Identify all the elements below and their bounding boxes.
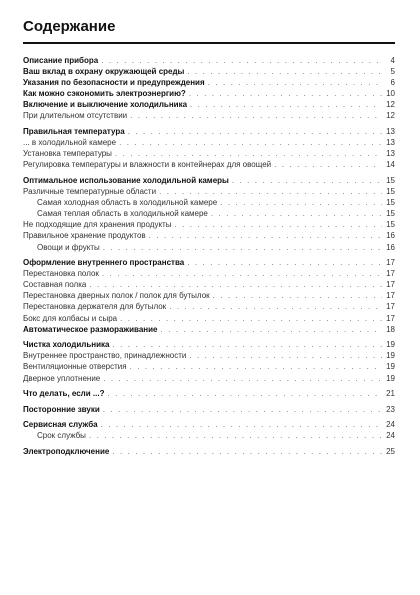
toc-page-number: 23	[386, 404, 395, 414]
toc-entry-label: Электроподключение	[23, 447, 110, 456]
toc-entry-label: Самая холодная область в холодильной камере	[37, 198, 218, 208]
toc-leader-dots	[274, 159, 382, 170]
toc-leader-dots	[169, 301, 382, 312]
toc-page-number: 6	[390, 78, 395, 88]
toc-page-number: 15	[386, 209, 395, 219]
toc-page-number: 10	[386, 89, 395, 99]
toc-entry[interactable]	[23, 446, 395, 457]
toc-leader-dots	[112, 446, 382, 457]
toc-entry-label: Составная полка	[23, 280, 87, 290]
toc-entry[interactable]	[23, 197, 395, 208]
toc-entry-label: Автоматическое размораживание	[23, 324, 158, 334]
toc-entry-label: Овощи и фрукты	[37, 242, 100, 252]
toc-page-number: 17	[386, 291, 395, 301]
toc-entry[interactable]	[23, 373, 395, 384]
toc-entry-label: Ваш вклад в охрану окружающей среды	[23, 67, 185, 77]
toc-page-number: 25	[386, 447, 395, 456]
title-divider	[23, 42, 395, 44]
toc-entry-label: Перестановка дверных полок / полок для бутылок	[23, 291, 210, 301]
toc-leader-dots	[208, 77, 382, 88]
toc-entry-label: Не подходящие для хранения продукты	[23, 220, 172, 230]
toc-leader-dots	[89, 279, 382, 290]
toc-page-number: 17	[386, 302, 395, 312]
toc-entry[interactable]	[23, 242, 395, 253]
toc-entry-label: Правильное хранение продуктов	[23, 231, 146, 241]
toc-entry[interactable]	[23, 361, 395, 372]
toc-entry[interactable]	[23, 313, 395, 324]
toc-leader-dots	[89, 430, 382, 441]
toc-leader-dots	[107, 388, 382, 399]
toc-entry[interactable]	[23, 88, 395, 99]
toc-page-number: 13	[386, 138, 395, 148]
toc-entry[interactable]	[23, 208, 395, 219]
toc-leader-dots	[190, 99, 382, 110]
toc-page-number: 19	[386, 351, 395, 361]
toc-entry-label: Бокс для колбасы и сыра	[23, 313, 118, 323]
toc-entry-label: ... в холодильной камере	[23, 138, 117, 148]
toc-entry-label: Чистка холодильника	[23, 340, 110, 350]
toc-page-number: 12	[386, 111, 395, 121]
toc-page-number: 14	[386, 160, 395, 170]
toc-leader-dots	[189, 350, 382, 361]
toc-leader-dots	[159, 186, 382, 197]
toc-entry[interactable]	[23, 290, 395, 301]
toc-entry[interactable]	[23, 137, 395, 148]
toc-entry[interactable]	[23, 175, 395, 186]
toc-page-number: 15	[386, 198, 395, 208]
toc-entry[interactable]	[23, 126, 395, 137]
toc-leader-dots	[211, 208, 382, 219]
toc-entry[interactable]	[23, 77, 395, 88]
toc-page-number: 17	[386, 258, 395, 268]
toc-entry[interactable]	[23, 99, 395, 110]
toc-page-number: 16	[386, 231, 395, 241]
toc-leader-dots	[130, 361, 382, 372]
toc-entry-label: Перестановка полок	[23, 269, 99, 279]
table-of-contents	[23, 55, 395, 457]
toc-leader-dots	[103, 242, 382, 253]
toc-leader-dots	[213, 290, 382, 301]
toc-leader-dots	[174, 219, 382, 230]
toc-leader-dots	[189, 88, 382, 99]
toc-page-number: 13	[386, 149, 395, 159]
toc-leader-dots	[101, 419, 382, 430]
toc-leader-dots	[103, 373, 382, 384]
toc-entry-label: При длительном отсутствии	[23, 111, 128, 121]
toc-leader-dots	[115, 148, 382, 159]
toc-page-number: 16	[386, 242, 395, 252]
toc-page-number: 4	[390, 56, 395, 65]
toc-entry[interactable]	[23, 148, 395, 159]
toc-entry-label: Внутреннее пространство, принадлежности	[23, 351, 187, 361]
toc-entry[interactable]	[23, 404, 395, 415]
toc-leader-dots	[149, 230, 382, 241]
toc-page-number: 5	[390, 67, 395, 77]
toc-entry[interactable]	[23, 430, 395, 441]
toc-entry[interactable]	[23, 268, 395, 279]
toc-page-number: 12	[386, 100, 395, 110]
toc-entry[interactable]	[23, 419, 395, 430]
toc-page-number: 13	[386, 127, 395, 137]
toc-entry-label: Срок службы	[37, 431, 86, 441]
toc-page-number: 15	[386, 220, 395, 230]
toc-leader-dots	[160, 324, 382, 335]
toc-leader-dots	[120, 313, 382, 324]
toc-page-number: 17	[386, 269, 395, 279]
toc-entry-label: Самая теплая область в холодильной камере	[37, 209, 208, 219]
toc-entry[interactable]	[23, 186, 395, 197]
toc-entry-label: Сервисная служба	[23, 420, 98, 430]
toc-entry-label: Оформление внутреннего пространства	[23, 258, 185, 268]
toc-entry[interactable]	[23, 301, 395, 312]
toc-page-number: 19	[386, 340, 395, 350]
toc-leader-dots	[130, 110, 382, 121]
toc-page-number: 18	[386, 324, 395, 334]
toc-entry-label: Описание прибора	[23, 56, 99, 65]
toc-entry[interactable]	[23, 230, 395, 241]
toc-entry[interactable]	[23, 110, 395, 121]
toc-leader-dots	[232, 175, 382, 186]
toc-page-number: 24	[386, 420, 395, 430]
toc-page-number: 19	[386, 373, 395, 383]
toc-entry[interactable]	[23, 55, 395, 66]
toc-entry[interactable]	[23, 219, 395, 230]
toc-entry[interactable]	[23, 324, 395, 335]
toc-entry[interactable]	[23, 388, 395, 399]
document-page	[23, 16, 395, 457]
toc-page-number: 19	[386, 362, 395, 372]
toc-entry[interactable]	[23, 279, 395, 290]
toc-entry-label: Указания по безопасности и предупреждения	[23, 78, 205, 88]
toc-page-number: 15	[386, 187, 395, 197]
toc-entry-label: Дверное уплотнение	[23, 373, 101, 383]
page-title: Содержание	[23, 18, 116, 35]
toc-page-number: 17	[386, 280, 395, 290]
toc-entry-label: Как можно сэкономить электроэнергию?	[23, 89, 186, 99]
toc-leader-dots	[101, 55, 382, 66]
toc-entry-label: Установка температуры	[23, 149, 112, 159]
toc-leader-dots	[102, 268, 382, 279]
toc-page-number: 24	[386, 431, 395, 441]
toc-entry-label: Вентиляционные отверстия	[23, 362, 127, 372]
toc-leader-dots	[187, 257, 382, 268]
toc-entry-label: Различные температурные области	[23, 187, 157, 197]
toc-entry-label: Что делать, если ...?	[23, 389, 105, 399]
toc-leader-dots	[128, 126, 382, 137]
toc-entry[interactable]	[23, 350, 395, 361]
toc-leader-dots	[187, 66, 382, 77]
toc-page-number: 21	[386, 389, 395, 399]
toc-page-number: 15	[386, 175, 395, 185]
toc-leader-dots	[220, 197, 382, 208]
toc-entry-label: Включение и выключение холодильника	[23, 100, 188, 110]
toc-entry-label: Оптимальное использование холодильной камеры	[23, 175, 229, 185]
toc-page-number: 17	[386, 313, 395, 323]
toc-leader-dots	[119, 137, 382, 148]
toc-entry[interactable]	[23, 257, 395, 268]
toc-entry-label: Перестановка держателя для бутылок	[23, 302, 167, 312]
toc-leader-dots	[103, 404, 382, 415]
toc-entry-label: Регулировка температуры и влажности в контейнерах для овощей	[23, 160, 272, 170]
toc-entry[interactable]	[23, 339, 395, 350]
toc-leader-dots	[112, 339, 382, 350]
toc-entry-label: Посторонние звуки	[23, 404, 100, 414]
toc-entry-label: Правильная температура	[23, 127, 125, 137]
toc-entry[interactable]	[23, 66, 395, 77]
toc-entry[interactable]	[23, 159, 395, 170]
